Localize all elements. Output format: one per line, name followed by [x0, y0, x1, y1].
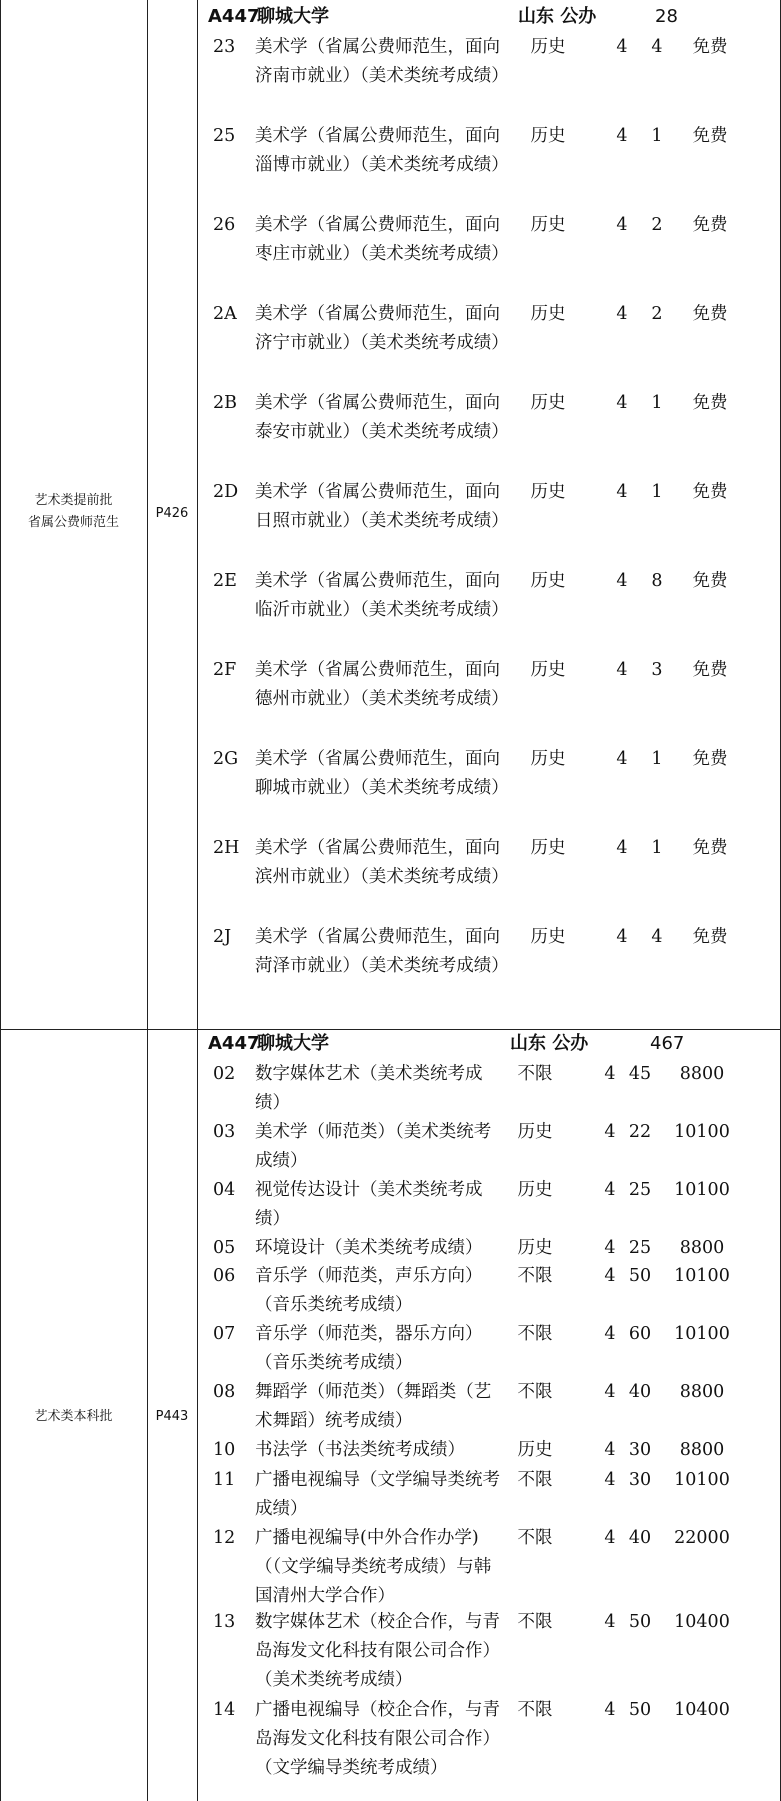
program-name: 音乐学（师范类，声乐方向）（音乐类统考成绩）: [255, 1266, 483, 1315]
subject-requirement: 历史: [517, 1238, 553, 1258]
program-years: 4: [604, 1440, 616, 1460]
subject-requirement: 历史: [530, 37, 566, 57]
program-years: 4: [604, 1700, 616, 1720]
tuition-fee: 免费: [692, 927, 728, 947]
program-name: 美术学（省属公费师范生，面向聊城市就业）（美术类统考成绩）: [255, 749, 509, 798]
school-code: A447: [208, 1033, 260, 1054]
school-code: A447: [208, 6, 260, 27]
program-years: 4: [616, 660, 628, 680]
program-code: 14: [213, 1700, 236, 1720]
tuition-fee: 22000: [674, 1528, 730, 1548]
program-years: 4: [616, 126, 628, 146]
program-name: 美术学（省属公费师范生，面向临沂市就业）（美术类统考成绩）: [255, 571, 509, 620]
enroll-count: 2: [651, 304, 663, 324]
program-years: 4: [604, 1266, 616, 1286]
program-years: 4: [616, 749, 628, 769]
subject-requirement: 不限: [517, 1324, 553, 1344]
program-code: 26: [213, 215, 236, 235]
batch-label: 艺术类提前批 省属公费师范生: [27, 493, 119, 530]
enroll-count: 25: [628, 1180, 652, 1200]
enroll-count: 22: [628, 1122, 652, 1142]
tuition-fee: 免费: [692, 304, 728, 324]
subject-requirement: 不限: [517, 1612, 553, 1632]
enroll-count: 1: [651, 838, 663, 858]
enroll-count: 50: [628, 1700, 652, 1720]
school-header: [200, 1031, 770, 1057]
program-years: 4: [616, 571, 628, 591]
program-name: 广播电视编导(中外合作办学)（（文学编导类统考成绩）与韩国清州大学合作）: [255, 1528, 492, 1606]
tuition-fee: 10400: [674, 1700, 730, 1720]
program-code: 13: [213, 1612, 236, 1632]
program-years: 4: [616, 304, 628, 324]
program-code: 10: [213, 1440, 236, 1460]
program-code: 2E: [213, 571, 237, 591]
subject-requirement: 不限: [517, 1528, 553, 1548]
section-divider: [0, 1029, 781, 1030]
program-years: 4: [604, 1382, 616, 1402]
program-name: 书法学（书法类统考成绩）: [255, 1440, 465, 1460]
enroll-count: 30: [628, 1440, 652, 1460]
tuition-fee: 免费: [692, 215, 728, 235]
program-code: 23: [213, 37, 236, 57]
subject-requirement: 历史: [530, 660, 566, 680]
program-name: 美术学（省属公费师范生，面向淄博市就业）（美术类统考成绩）: [255, 126, 509, 175]
program-years: 4: [604, 1528, 616, 1548]
tuition-fee: 8800: [679, 1440, 725, 1460]
program-years: 4: [604, 1470, 616, 1490]
school-name: 聊城大学: [257, 1033, 329, 1054]
enroll-count: 60: [628, 1324, 652, 1344]
tuition-fee: 8800: [679, 1382, 725, 1402]
subject-requirement: 历史: [530, 126, 566, 146]
program-code: 12: [213, 1528, 236, 1548]
school-name: 聊城大学: [257, 6, 329, 27]
column-divider: [147, 0, 148, 1801]
subject-requirement: 历史: [530, 749, 566, 769]
subject-requirement: 历史: [530, 304, 566, 324]
program-code: 08: [213, 1382, 236, 1402]
program-name: 数字媒体艺术（校企合作，与青岛海发文化科技有限公司合作）（美术类统考成绩）: [255, 1612, 500, 1690]
program-code: 2B: [213, 393, 237, 413]
tuition-fee: 免费: [692, 37, 728, 57]
program-name: 美术学（省属公费师范生，面向菏泽市就业）（美术类统考成绩）: [255, 927, 509, 976]
subject-requirement: 历史: [530, 838, 566, 858]
program-code: 2D: [213, 482, 239, 502]
enroll-count: 40: [628, 1528, 652, 1548]
program-name: 视觉传达设计（美术类统考成绩）: [255, 1180, 483, 1229]
subject-requirement: 历史: [517, 1440, 553, 1460]
program-years: 4: [616, 215, 628, 235]
tuition-fee: 10100: [674, 1180, 730, 1200]
tuition-fee: 10100: [674, 1122, 730, 1142]
subject-requirement: 历史: [517, 1180, 553, 1200]
program-code: 2A: [213, 304, 237, 324]
school-total: 28: [655, 6, 678, 27]
program-code: 04: [213, 1180, 236, 1200]
program-code: 2J: [213, 927, 232, 947]
program-name: 美术学（省属公费师范生，面向济宁市就业）（美术类统考成绩）: [255, 304, 509, 353]
page-ref: P426: [155, 506, 189, 521]
program-name: 广播电视编导（校企合作，与青岛海发文化科技有限公司合作）（文学编导类统考成绩）: [255, 1700, 500, 1778]
subject-requirement: 历史: [517, 1122, 553, 1142]
program-name: 美术学（省属公费师范生，面向日照市就业）（美术类统考成绩）: [255, 482, 509, 531]
subject-requirement: 不限: [517, 1700, 553, 1720]
program-years: 4: [604, 1180, 616, 1200]
school-location: 山东 公办: [518, 6, 597, 27]
tuition-fee: 免费: [692, 393, 728, 413]
enroll-count: 1: [651, 482, 663, 502]
school-header: [200, 4, 770, 30]
enroll-count: 25: [628, 1238, 652, 1258]
program-code: 06: [213, 1266, 236, 1286]
column-divider: [197, 0, 198, 1801]
program-years: 4: [616, 482, 628, 502]
enroll-count: 40: [628, 1382, 652, 1402]
batch-label: 艺术类本科批: [34, 1409, 113, 1424]
program-code: 2F: [213, 660, 237, 680]
subject-requirement: 不限: [517, 1382, 553, 1402]
program-years: 4: [604, 1612, 616, 1632]
program-name: 美术学（省属公费师范生，面向枣庄市就业）（美术类统考成绩）: [255, 215, 509, 264]
enroll-count: 3: [651, 660, 663, 680]
program-name: 美术学（省属公费师范生，面向滨州市就业）（美术类统考成绩）: [255, 838, 509, 887]
page-ref: P443: [155, 1409, 189, 1424]
enroll-count: 8: [651, 571, 663, 591]
program-years: 4: [616, 37, 628, 57]
enroll-count: 1: [651, 749, 663, 769]
tuition-fee: 10100: [674, 1324, 730, 1344]
tuition-fee: 8800: [679, 1064, 725, 1084]
subject-requirement: 历史: [530, 393, 566, 413]
program-name: 美术学（师范类）（美术类统考成绩）: [255, 1122, 492, 1171]
subject-requirement: 历史: [530, 927, 566, 947]
enroll-count: 2: [651, 215, 663, 235]
enroll-count: 50: [628, 1266, 652, 1286]
program-code: 25: [213, 126, 236, 146]
program-years: 4: [604, 1122, 616, 1142]
subject-requirement: 历史: [530, 215, 566, 235]
enroll-count: 50: [628, 1612, 652, 1632]
tuition-fee: 10100: [674, 1470, 730, 1490]
tuition-fee: 免费: [692, 838, 728, 858]
subject-requirement: 历史: [530, 482, 566, 502]
school-total: 467: [650, 1033, 685, 1054]
tuition-fee: 免费: [692, 482, 728, 502]
program-code: 03: [213, 1122, 236, 1142]
subject-requirement: 不限: [517, 1266, 553, 1286]
enroll-count: 45: [628, 1064, 652, 1084]
program-code: 05: [213, 1238, 236, 1258]
tuition-fee: 10400: [674, 1612, 730, 1632]
tuition-fee: 免费: [692, 571, 728, 591]
subject-requirement: 不限: [517, 1064, 553, 1084]
program-name: 音乐学（师范类，器乐方向）（音乐类统考成绩）: [255, 1324, 483, 1373]
program-name: 环境设计（美术类统考成绩）: [255, 1238, 483, 1258]
subject-requirement: 历史: [530, 571, 566, 591]
tuition-fee: 免费: [692, 749, 728, 769]
program-years: 4: [616, 927, 628, 947]
program-code: 07: [213, 1324, 236, 1344]
tuition-fee: 10100: [674, 1266, 730, 1286]
program-code: 11: [213, 1470, 236, 1490]
program-years: 4: [604, 1324, 616, 1344]
program-name: 舞蹈学（师范类）（舞蹈类（艺术舞蹈）统考成绩）: [255, 1382, 492, 1431]
enroll-count: 30: [628, 1470, 652, 1490]
enroll-count: 1: [651, 393, 663, 413]
program-years: 4: [604, 1064, 616, 1084]
program-years: 4: [616, 393, 628, 413]
program-code: 02: [213, 1064, 236, 1084]
enroll-count: 4: [651, 927, 663, 947]
program-name: 广播电视编导（文学编导类统考成绩）: [255, 1470, 500, 1519]
program-code: 2H: [213, 838, 240, 858]
enroll-count: 4: [651, 37, 663, 57]
enroll-count: 1: [651, 126, 663, 146]
school-location: 山东 公办: [510, 1033, 589, 1054]
program-code: 2G: [213, 749, 239, 769]
tuition-fee: 免费: [692, 660, 728, 680]
program-name: 美术学（省属公费师范生，面向德州市就业）（美术类统考成绩）: [255, 660, 509, 709]
program-years: 4: [604, 1238, 616, 1258]
tuition-fee: 免费: [692, 126, 728, 146]
tuition-fee: 8800: [679, 1238, 725, 1258]
program-name: 美术学（省属公费师范生，面向泰安市就业）（美术类统考成绩）: [255, 393, 509, 442]
subject-requirement: 不限: [517, 1470, 553, 1490]
program-name: 数字媒体艺术（美术类统考成绩）: [255, 1064, 483, 1113]
program-name: 美术学（省属公费师范生，面向济南市就业）（美术类统考成绩）: [255, 37, 509, 86]
program-years: 4: [616, 838, 628, 858]
